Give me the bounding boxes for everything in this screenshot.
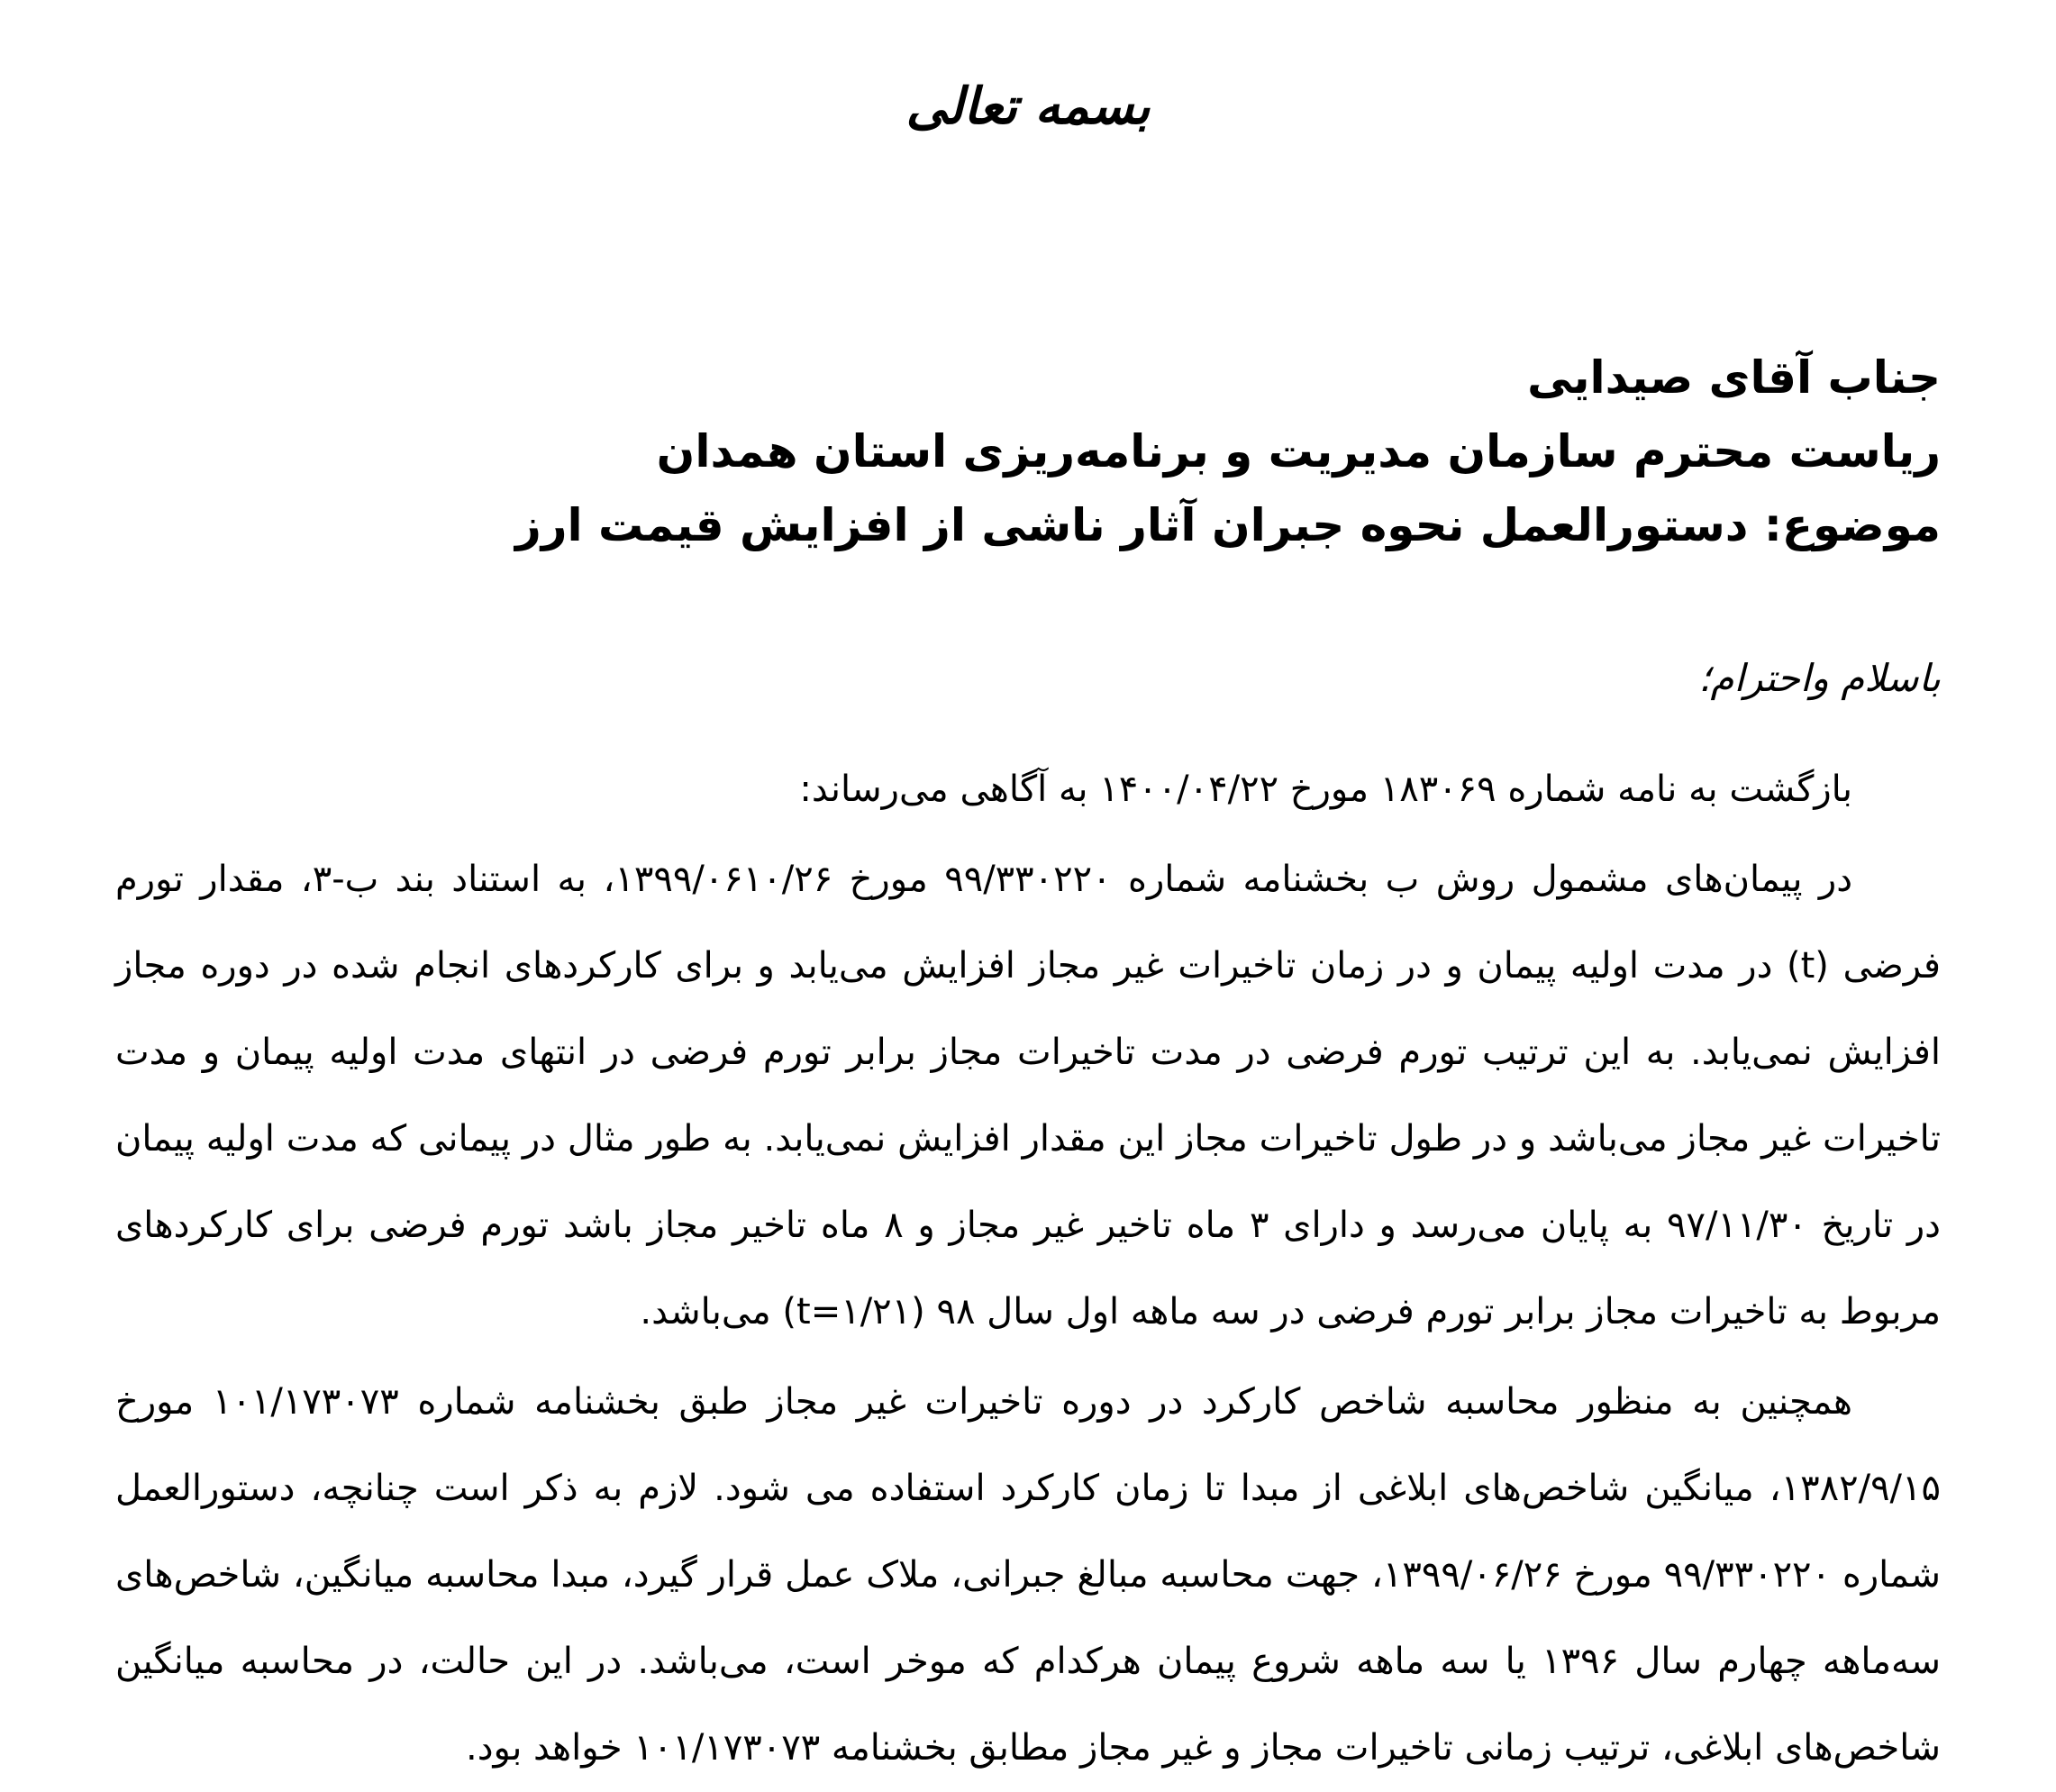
invocation-heading: بسمه تعالی xyxy=(905,77,1151,136)
greeting-line: باسلام واحترام؛ xyxy=(1698,656,1941,700)
body-paragraph-reference: بازگشت به نامه شماره ۱۸۳۰۶۹ مورخ ۱۴۰۰/۰۴/۲۲ به آگاهی می‌رساند: xyxy=(799,769,1852,810)
letter-body xyxy=(115,746,1941,1791)
body-paragraph-index: همچنین به منظور محاسبه شاخص کارکرد در دوره تاخیرات غیر مجاز طبق بخشنامه شماره ۱۰۱/۱۷۳۰۷۳ مورخ ۱۳۸۲/۹/۱۵، میانگین شاخص‌های ابلاغی از مبدا تا زمان کارکرد استفاده می شود. لازم به ذکر است چنانچه، دستورالعمل شماره ۹۹/۳۳۰۲۲۰ مورخ ۱۳۹۹/۰۶/۲۶، جهت محاسبه مبالغ جبرانی، ملاک عمل قرار گیرد، مبدا محاسبه میانگین، شاخص‌های سه‌ماهه چهارم سال ۱۳۹۶ یا سه ماهه شروع پیمان هرکدام که موخر است، می‌باشد. در این حالت، در محاسبه میانگین شاخص‌های ابلاغی، ترتیب زمانی تاخیرات مجاز و غیر مجاز مطابق بخشنامه ۱۰۱/۱۷۳۰۷۳ خواهد بود. xyxy=(115,1381,1941,1769)
recipient-position: ریاست محترم سازمان مدیریت و برنامه‌ریزی استان همدان xyxy=(656,425,1941,478)
body-paragraph-inflation: در پیمان‌های مشمول روش ب بخشنامه شماره ۹۹/۳۳۰۲۲۰ مورخ ۱۳۹۹/۰۶۱۰/۲۶، به استناد بند ب-۳، مقدار تورم فرضی (t) در مدت اولیه پیمان و در زمان تاخیرات غیر مجاز افزایش می‌یابد و برای کارکردهای انجام شده در دوره مجاز افزایش نمی‌یابد. به این ترتیب تورم فرضی در مدت تاخیرات مجاز برابر تورم فرضی در انتهای مدت اولیه پیمان و مدت تاخیرات غیر مجاز می‌باشد و در طول تاخیرات مجاز این مقدار افزایش نمی‌یابد. به طور مثال در پیمانی که مدت اولیه پیمان در تاریخ ۹۷/۱۱/۳۰ به پایان می‌رسد و دارای ۳ ماه تاخیر غیر مجاز و ۸ ماه تاخیر مجاز باشد تورم فرضی برای کارکردهای مربوط به تاخیرات مجاز برابر تورم فرضی در سه ماهه اول سال ۹۸ (t=۱/۲۱) می‌باشد. xyxy=(115,859,1941,1333)
recipient-block xyxy=(115,341,1941,562)
recipient-name: جناب آقای صیدایی xyxy=(1527,351,1941,404)
letter-subject: موضوع: دستورالعمل نحوه جبران آثار ناشی از افزایش قیمت ارز xyxy=(514,499,1941,551)
